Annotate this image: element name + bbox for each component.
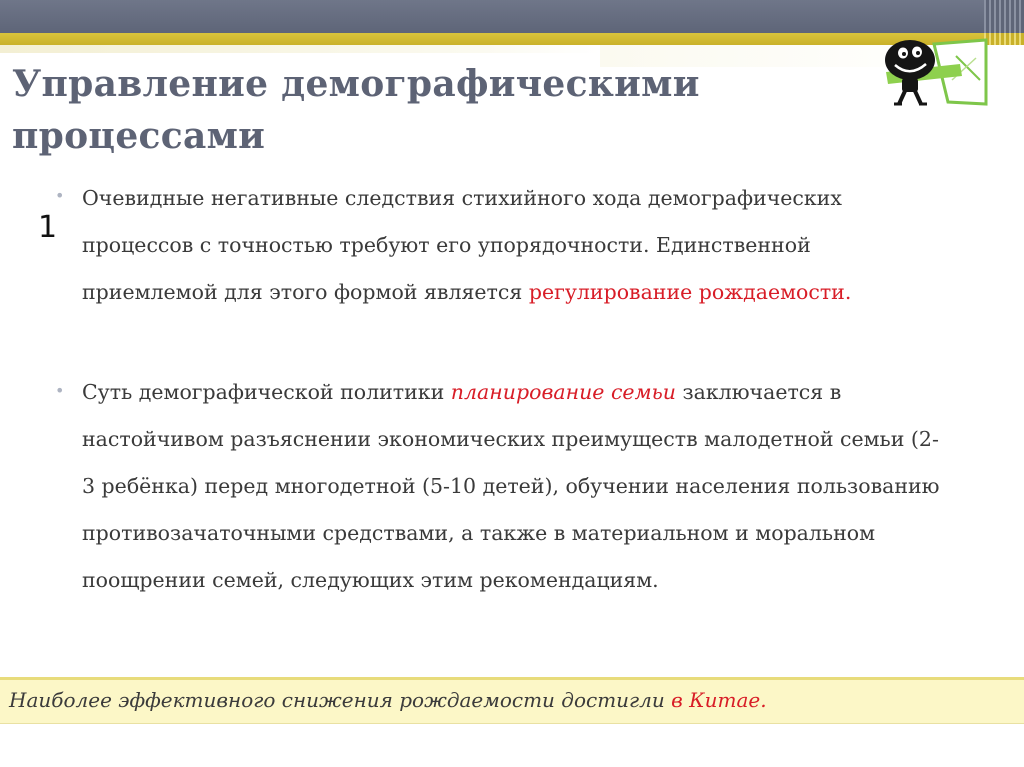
gold-band-stripes	[984, 33, 1024, 45]
slide-title-line-2: процессами	[12, 115, 266, 157]
slide-title	[12, 58, 832, 162]
bullet-2-highlight: планирование семьи	[450, 380, 676, 404]
footer-text	[9, 688, 767, 712]
pale-band	[0, 45, 600, 53]
footer-callout	[0, 680, 1024, 724]
slide-title-line-1: Управление демографическими	[12, 63, 700, 105]
bullet-dot-icon: •	[55, 186, 65, 205]
bullet-1-text: Очевидные негативные следствия стихийного хода демографических процессов с точностью требуют его упорядочности. Единственной приемлемой для этого формой является	[82, 186, 842, 304]
bullet-paragraph-2	[82, 369, 942, 604]
header-bar-stripes	[984, 0, 1024, 33]
slide-number: 1	[38, 210, 58, 245]
smiley-mascot-icon	[876, 34, 988, 106]
footer-highlight: в Китае.	[671, 688, 767, 712]
bullet-paragraph-1	[82, 175, 942, 316]
bullet-2-text-start: Суть демографической политики	[82, 380, 451, 404]
footer-text-main: Наиболее эффективного снижения рождаемости достигли	[9, 688, 672, 712]
bullet-1-highlight: регулирование рождаемости.	[528, 280, 852, 304]
bullet-2-text-end: заключается в настойчивом разъяснении экономических преимуществ малодетной семьи (2-3 ребёнка) перед многодетной (5-10 детей), обучении населения пользованию противозачаточными средствами, а также в материальном и моральном поощрении семей, следующих этим рекомендациям.	[82, 380, 940, 592]
header-bar	[0, 0, 1024, 33]
gold-band	[0, 33, 1024, 45]
bullet-dot-icon: •	[55, 381, 65, 400]
